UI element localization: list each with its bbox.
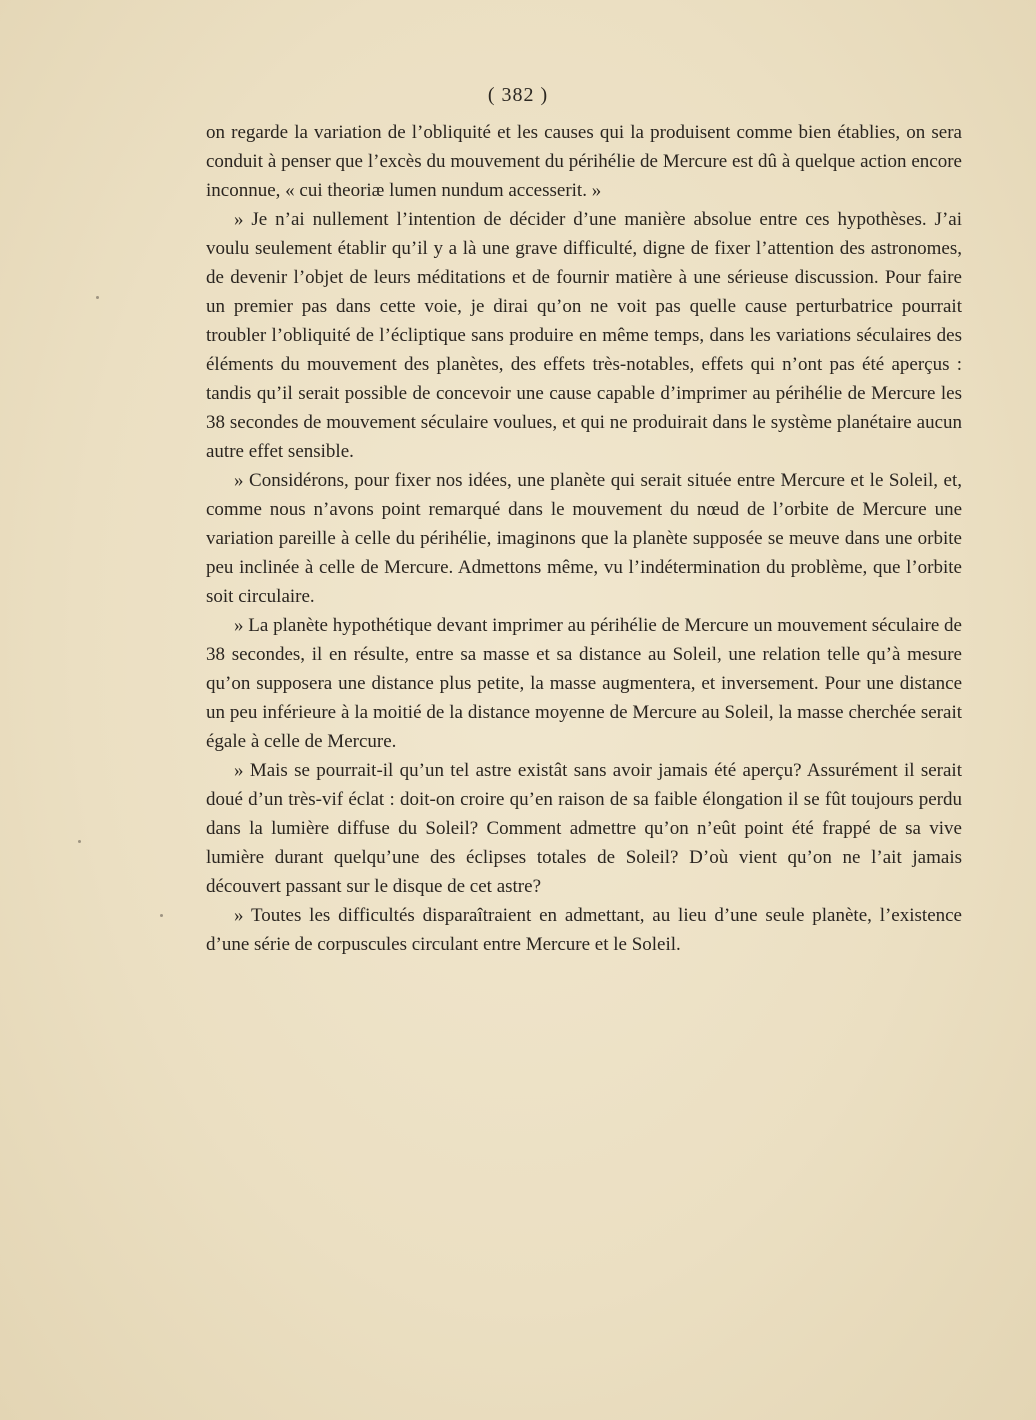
paper-speck bbox=[160, 914, 163, 917]
page-number: ( 382 ) bbox=[487, 84, 549, 106]
paper-speck bbox=[96, 296, 99, 299]
paragraph-6: » Toutes les difficultés disparaîtraient en admettant, au lieu d’une seule planète, l’existence d’une série de corpuscules circulant entre Mercure et le Soleil. bbox=[206, 905, 962, 955]
paragraph-1: on regarde la variation de l’obliquité et les causes qui la produisent comme bien établies, on sera conduit à penser que l’excès du mouvement du périhélie de Mercure est dû à quelque action encore inconnue, « cui theoriæ lumen nundum accesserit. » bbox=[206, 122, 962, 201]
paragraph-5: » Mais se pourrait-il qu’un tel astre existât sans avoir jamais été aperçu? Assurément il serait doué d’un très-vif éclat : doit-on croire qu’en raison de sa faible élongation il se fût toujours perdu dans la lumière diffuse du Soleil? Comment admettre qu’on n’eût point été frappé de sa vive lumière durant quelqu’une des éclipses totales de Soleil? D’où vient qu’on ne l’ait jamais découvert passant sur le disque de cet astre? bbox=[206, 760, 962, 897]
body-text bbox=[206, 118, 962, 959]
paragraph-3: » Considérons, pour fixer nos idées, une planète qui serait située entre Mercure et le Soleil, et, comme nous n’avons point remarqué dans le mouvement du nœud de l’orbite de Mercure une variation pareille à celle du périhélie, imaginons que la planète supposée se meuve dans une orbite peu inclinée à celle de Mercure. Admettons même, vu l’indétermination du problème, que l’orbite soit circulaire. bbox=[206, 470, 962, 607]
paper-speck bbox=[78, 840, 81, 843]
paragraph-4: » La planète hypothétique devant imprimer au périhélie de Mercure un mouvement séculaire de 38 secondes, il en résulte, entre sa masse et sa distance au Soleil, une relation telle qu’à mesure qu’on supposera une distance plus petite, la masse augmentera, et inversement. Pour une distance un peu inférieure à la moitié de la distance moyenne de Mercure au Soleil, la masse cherchée serait égale à celle de Mercure. bbox=[206, 615, 962, 752]
paragraph-2: » Je n’ai nullement l’intention de décider d’une manière absolue entre ces hypothèses. J’ai voulu seulement établir qu’il y a là une grave difficulté, digne de fixer l’attention des astronomes, de devenir l’objet de leurs méditations et de fournir matière à une sérieuse discussion. Pour faire un premier pas dans cette voie, je dirai qu’on ne voit pas quelle cause perturbatrice pourrait troubler l’obliquité de l’écliptique sans produire en même temps, dans les variations séculaires des éléments du mouvement des planètes, des effets très-notables, effets qui n’ont pas été aperçus : tandis qu’il serait possible de concevoir une cause capable d’imprimer au périhélie de Mercure les 38 secondes de mouvement séculaire voulues, et qui ne produirait dans le système planétaire aucun autre effet sensible. bbox=[206, 209, 962, 462]
